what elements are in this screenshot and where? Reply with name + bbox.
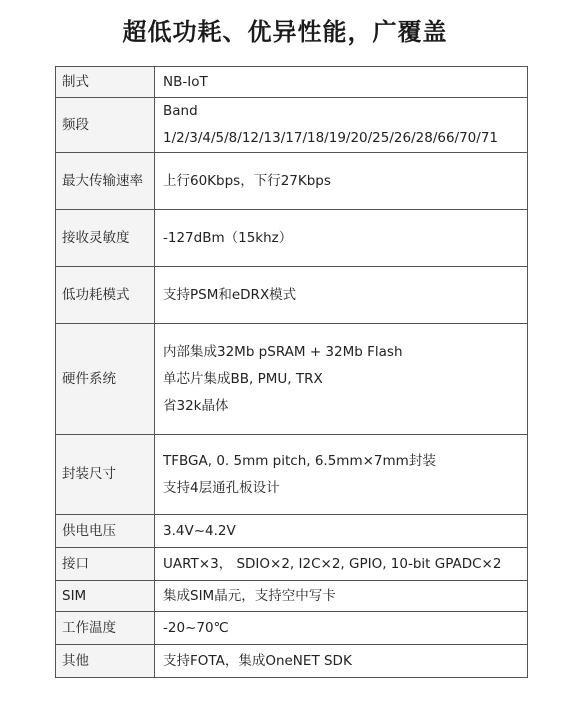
row-label: 低功耗模式 [56, 267, 155, 324]
table-row [56, 645, 528, 678]
row-label: 最大传输速率 [56, 153, 155, 210]
value-line: 集成SIM晶元，支持空中写卡 [163, 587, 336, 604]
spec-table [55, 66, 528, 678]
row-value [155, 612, 528, 645]
page-title: 超低功耗、优异性能，广覆盖 [122, 18, 448, 46]
value-line: -20~70℃ [163, 619, 229, 636]
row-value [155, 153, 528, 210]
row-value [155, 645, 528, 678]
value-line: UART×3， SDIO×2, I2C×2, GPIO, 10-bit GPADC×2 [163, 555, 502, 572]
row-label: 工作温度 [56, 612, 155, 645]
row-value [155, 67, 528, 98]
row-label: 接收灵敏度 [56, 210, 155, 267]
table-row [56, 435, 528, 515]
value-line: TFBGA, 0. 5mm pitch, 6.5mm×7mm封装 [163, 452, 436, 469]
table-row [56, 515, 528, 548]
value-line: 上行60Kbps，下行27Kbps [163, 172, 331, 189]
table-row [56, 153, 528, 210]
table-row [56, 210, 528, 267]
table-row [56, 324, 528, 435]
row-label: 供电电压 [56, 515, 155, 548]
row-value [155, 581, 528, 612]
value-line: 单芯片集成BB, PMU, TRX [163, 370, 323, 387]
row-label: 频段 [56, 98, 155, 153]
value-line: NB-IoT [163, 73, 208, 90]
row-value [155, 210, 528, 267]
table-row [56, 98, 528, 153]
row-value [155, 324, 528, 435]
value-line: 支持4层通孔板设计 [163, 479, 280, 496]
value-line: 支持PSM和eDRX模式 [163, 286, 297, 303]
row-label: 其他 [56, 645, 155, 678]
value-line: 3.4V~4.2V [163, 522, 236, 539]
value-line: -127dBm（15khz） [163, 229, 293, 246]
row-value [155, 435, 528, 515]
row-label: 封装尺寸 [56, 435, 155, 515]
table-row [56, 581, 528, 612]
row-value [155, 548, 528, 581]
row-value [155, 515, 528, 548]
row-label: 制式 [56, 67, 155, 98]
row-value [155, 98, 528, 153]
value-line: 内部集成32Mb pSRAM + 32Mb Flash [163, 343, 403, 360]
row-label: 硬件系统 [56, 324, 155, 435]
row-label: 接口 [56, 548, 155, 581]
row-label: SIM [56, 581, 155, 612]
row-value [155, 267, 528, 324]
table-row [56, 67, 528, 98]
value-line: Band 1/2/3/4/5/8/12/13/17/18/19/20/25/26/28/66/70/71 [163, 103, 498, 146]
table-row [56, 548, 528, 581]
table-row [56, 267, 528, 324]
value-line: 支持FOTA，集成OneNET SDK [163, 652, 352, 669]
table-row [56, 612, 528, 645]
value-line: 省32k晶体 [163, 397, 229, 414]
